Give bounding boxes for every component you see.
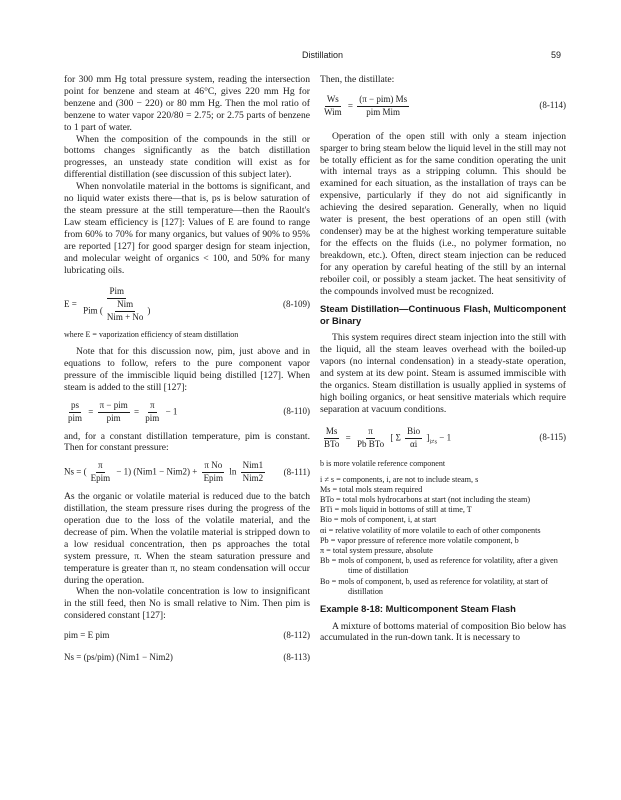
equation-number: (8-111) — [283, 466, 310, 477]
right-column — [320, 74, 566, 644]
page-number: 59 — [551, 50, 562, 60]
equation-8-110: $\frac{ps}{\text{pim}}$ = $\frac{\text{π − pim}}{\text{pim}}$ = $\frac{\pi}{\text{pim}}$ − 1 (8-110) — [68, 399, 310, 423]
definition-item: π = total system pressure, absolute — [320, 545, 433, 555]
paragraph: When the composition of the compounds in the still or bottoms changes significantly as the batch distillation progresses, an unsteady state condition will exist as for differential distillation (see discussion of this subject later). — [64, 133, 310, 181]
paragraph: A mixture of bottoms material of composition Bio below has accumulated in the run-down tank. It is necessary to — [320, 620, 566, 644]
paragraph: Operation of the open still with only a steam injection sparger to bring steam below the liquid level in the still may not be totally efficient as for the same condition operating the unit with internal trays as a stripping column. This should be examined for each situation, as the installation of trays can be expensive, particularly if they do not aid significantly in achieving the desired separation. Generally, when no liquid water is present, the best operations of an open still (with condenser) may be at the highest working temperature suitable for the effects on the fluids (i.e., no polymer formation, no breakdown, etc.). Often, direct steam injection can be reduced for any operation by careful heating of the still by an internal reboiler coil, or possibly a steam jacket. The heat sensitivity of the compounds involved must be recognized. — [320, 130, 566, 297]
definition-list — [320, 475, 566, 597]
definition-item: Bb = mols of component, b, used as reference for volatility, after a given time of distillation — [320, 556, 558, 576]
paragraph: When nonvolatile material in the bottoms is significant, and no liquid water exists there—that is, ps is below saturation of the steam pressure at the still temperature—then the Raoult's Law steam efficiency is [127]: Values of E are found to range from 60% to 70% for many organics, but values of 90% to 95% are reported [127] for good sparger design for steam injection, and molecular weight of organics < 100, and 50% for many lubricating oils. — [64, 181, 310, 276]
definition-item: αi = relative volatility of more volatile to each of other components — [320, 525, 541, 535]
equation-number: (8-112) — [283, 630, 310, 641]
equation-8-115: $\frac{Ms}{\text{BTo}}$ = $\frac{\pi}{\text{Pb BTo}}$ [ Σ $\frac{\text{Bio}}{\alpha i}$ ]$_{i\ne s} - 1$ (8-115) — [324, 425, 566, 449]
paragraph: This system requires direct steam injection into the still with the liquid, all the steam leaves overhead with the boiled-up vapors (no internal condensation) in a steady-state operation, and system at its dew point. Steam is assumed immiscible with the organics. Steam distillation is usually applied in systems of high boiling organics, or heat sensitive materials which require separation at vacuum conditions. — [320, 332, 566, 415]
paragraph: and, for a constant distillation temperature, pim is constant. Then for constant pressure: — [64, 430, 310, 454]
equation-8-112: pim = E pim (8-112) — [64, 630, 310, 641]
paragraph: When the non-volatile concentration is low to insignificant in the still feed, then No is small relative to Nim. Then pim is considered constant [127]: — [64, 586, 310, 622]
equation-8-114: $\frac{Ws}{\text{Wim}}$ = $\frac{\text{(π − pim) Ms}}{\text{pim Mim}}$ (8-114) — [324, 93, 566, 117]
equation-number: (8-109) — [283, 299, 310, 310]
definition-item: Bio = mols of component, i, at start — [320, 515, 437, 525]
definition-item: Pb = vapor pressure of reference more volatile component, b — [320, 535, 519, 545]
definition-item: i ≠ s = components, i, are not to include steam, s — [320, 474, 479, 484]
paragraph: As the organic or volatile material is reduced due to the batch distillation, the steam pressure rises during the progress of the operation due to the loss of the volatile material, and the decrease of pim. When the volatile material is stripped down to a low residual concentration, then ps approaches the total system pressure, π. When the steam saturation pressure and temperature is greater than π, no steam condensation will occur during the operation. — [64, 491, 310, 586]
equation-8-111: Ns = ( $\frac{\pi}{\text{Epim}}$ − 1) (Nim1 − Nim2) + $\frac{\text{π No}}{\text{Epim}}$ ln $\frac{\text{Nim1}}{\text{Nim2}}$ (8-111) — [64, 460, 310, 484]
equation-number: (8-110) — [283, 406, 310, 417]
definition-item: Bo = mols of component, b, used as reference for volatility, at start of distillation — [320, 576, 548, 596]
equation-8-113: Ns = (ps/pim) (Nim1 − Nim2) (8-113) — [64, 652, 310, 663]
definition-item: BTi = mols liquid in bottoms of still at time, T — [320, 505, 472, 515]
definition: where E = vaporization efficiency of steam distillation — [64, 330, 239, 340]
equation-8-109: E = Pim Pim ( $\frac{\text{Nim}}{\text{Nim + No}}$ ) (8-109) — [64, 286, 310, 323]
paragraph: Note that for this discussion now, pim, just above and in equations to follow, refers to the pure component vapor pressure of the immiscible liquid being distilled [127]. When steam is added to the still [127]: — [64, 346, 310, 393]
left-column — [64, 74, 310, 670]
paragraph: Then, the distillate: — [320, 74, 395, 85]
equation-number: (8-115) — [539, 432, 566, 443]
paragraph: for 300 mm Hg total pressure system, reading the intersection point for benzene and steam at 46°C, gives 220 mm Hg for benzene and (300 − 220) or 80 mm Hg. Then the mol ratio of benzene to water vapor 220/80 = 2.75; or 2.75 parts of benzene to 1 part of water. — [64, 74, 310, 133]
running-header-title: Distillation — [302, 50, 344, 60]
equation-number: (8-114) — [539, 100, 566, 111]
definition-item: Ms = total mols steam required — [320, 484, 423, 494]
example-heading: Example 8-18: Multicomponent Steam Flash — [320, 603, 516, 614]
equation-number: (8-113) — [283, 652, 310, 663]
section-heading: Steam Distillation—Continuous Flash, Multicomponent or Binary — [320, 303, 566, 326]
definition: b is more volatile reference component — [320, 458, 446, 468]
definition-item: BTo = total mols hydrocarbons at start (not including the steam) — [320, 494, 531, 504]
